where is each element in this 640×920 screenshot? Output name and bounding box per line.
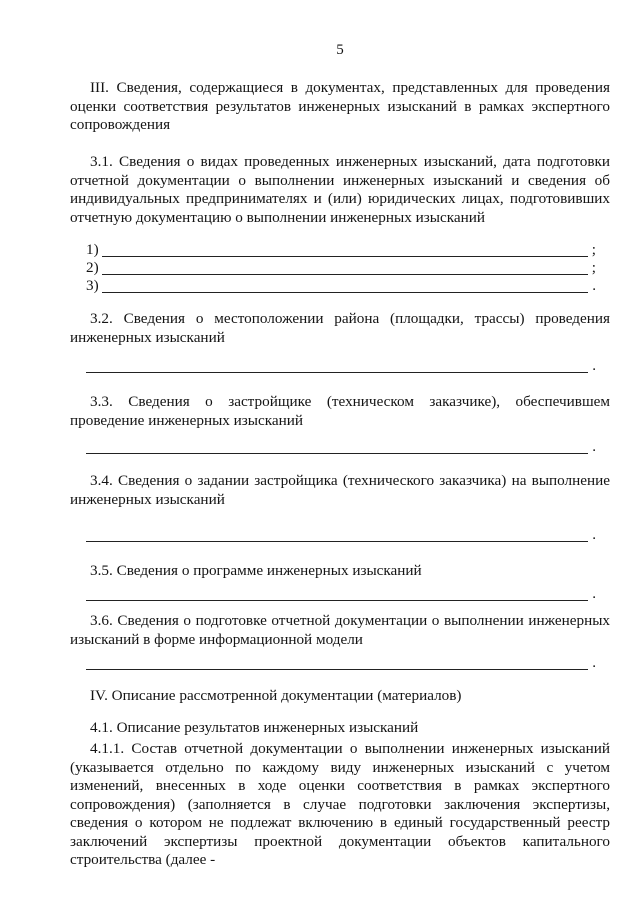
fill-in-number: 1) (86, 241, 99, 258)
fill-in-row-3-6 (70, 654, 610, 672)
paragraph-4-1: 4.1. Описание результатов инженерных изысканий (90, 719, 419, 736)
fill-in-punctuation: . (592, 357, 596, 374)
paragraph-3-6: 3.6. Сведения о подготовке отчетной документации о выполнении инженерных изысканий в форме информационной модели (70, 612, 610, 648)
section-3-heading: III. Сведения, содержащиеся в документах, представленных для проведения оценки соответствия результатов инженерных изысканий в рамках экспертного сопровождения (70, 79, 610, 133)
fill-in-punctuation: . (592, 438, 596, 455)
paragraph-3-3: 3.3. Сведения о застройщике (техническом заказчике), обеспечившем проведение инженерных изысканий (70, 393, 610, 429)
fill-in-line (86, 600, 588, 601)
fill-in-row-3-5 (70, 585, 610, 603)
section-4-heading: IV. Описание рассмотренной документации (материалов) (90, 687, 462, 704)
fill-in-punctuation: . (592, 654, 596, 671)
fill-in-line (86, 669, 588, 670)
fill-in-line (102, 256, 588, 257)
fill-in-line (102, 274, 588, 275)
fill-in-row-1 (70, 241, 610, 259)
paragraph-3-5: 3.5. Сведения о программе инженерных изысканий (90, 562, 422, 579)
fill-in-punctuation: ; (591, 259, 596, 276)
fill-in-punctuation: . (592, 526, 596, 543)
fill-in-row-3 (70, 277, 610, 295)
paragraph-4-1-1: 4.1.1. Состав отчетной документации о выполнении инженерных изысканий (указывается отдельно по каждому виду инженерных изысканий с учетом изменений, внесенных в ходе оценки соответствия в рамках экспертного сопровождения) (заполняется в случае подготовки заключения экспертизы, сведения о котором не подлежат включению в единый государственный реестр заключений экспертизы проектной документации объектов капитального строительства (далее - (70, 740, 610, 868)
fill-in-line (86, 453, 588, 454)
page-number: 5 (336, 42, 344, 58)
paragraph-3-2: 3.2. Сведения о местоположении района (площадки, трассы) проведения инженерных изысканий (70, 310, 610, 346)
fill-in-row-3-3 (70, 438, 610, 456)
fill-in-number: 2) (86, 259, 99, 276)
fill-in-row-3-2 (70, 357, 610, 375)
fill-in-line (86, 372, 588, 373)
fill-in-line (102, 292, 588, 293)
paragraph-3-4: 3.4. Сведения о задании застройщика (технического заказчика) на выполнение инженерных изысканий (70, 472, 610, 508)
fill-in-line (86, 541, 588, 542)
fill-in-punctuation: . (592, 277, 596, 294)
fill-in-number: 3) (86, 277, 99, 294)
paragraph-3-1: 3.1. Сведения о видах проведенных инженерных изысканий, дата подготовки отчетной документации о выполнении инженерных изысканий и сведения об индивидуальных предпринимателях и (или) юридических лицах, подготовивших отчетную документацию о выполнении инженерных изысканий (70, 153, 610, 226)
fill-in-row-3-4 (70, 526, 610, 544)
fill-in-row-2 (70, 259, 610, 277)
fill-in-punctuation: . (592, 585, 596, 602)
fill-in-punctuation: ; (591, 241, 596, 258)
document-page (70, 0, 610, 920)
